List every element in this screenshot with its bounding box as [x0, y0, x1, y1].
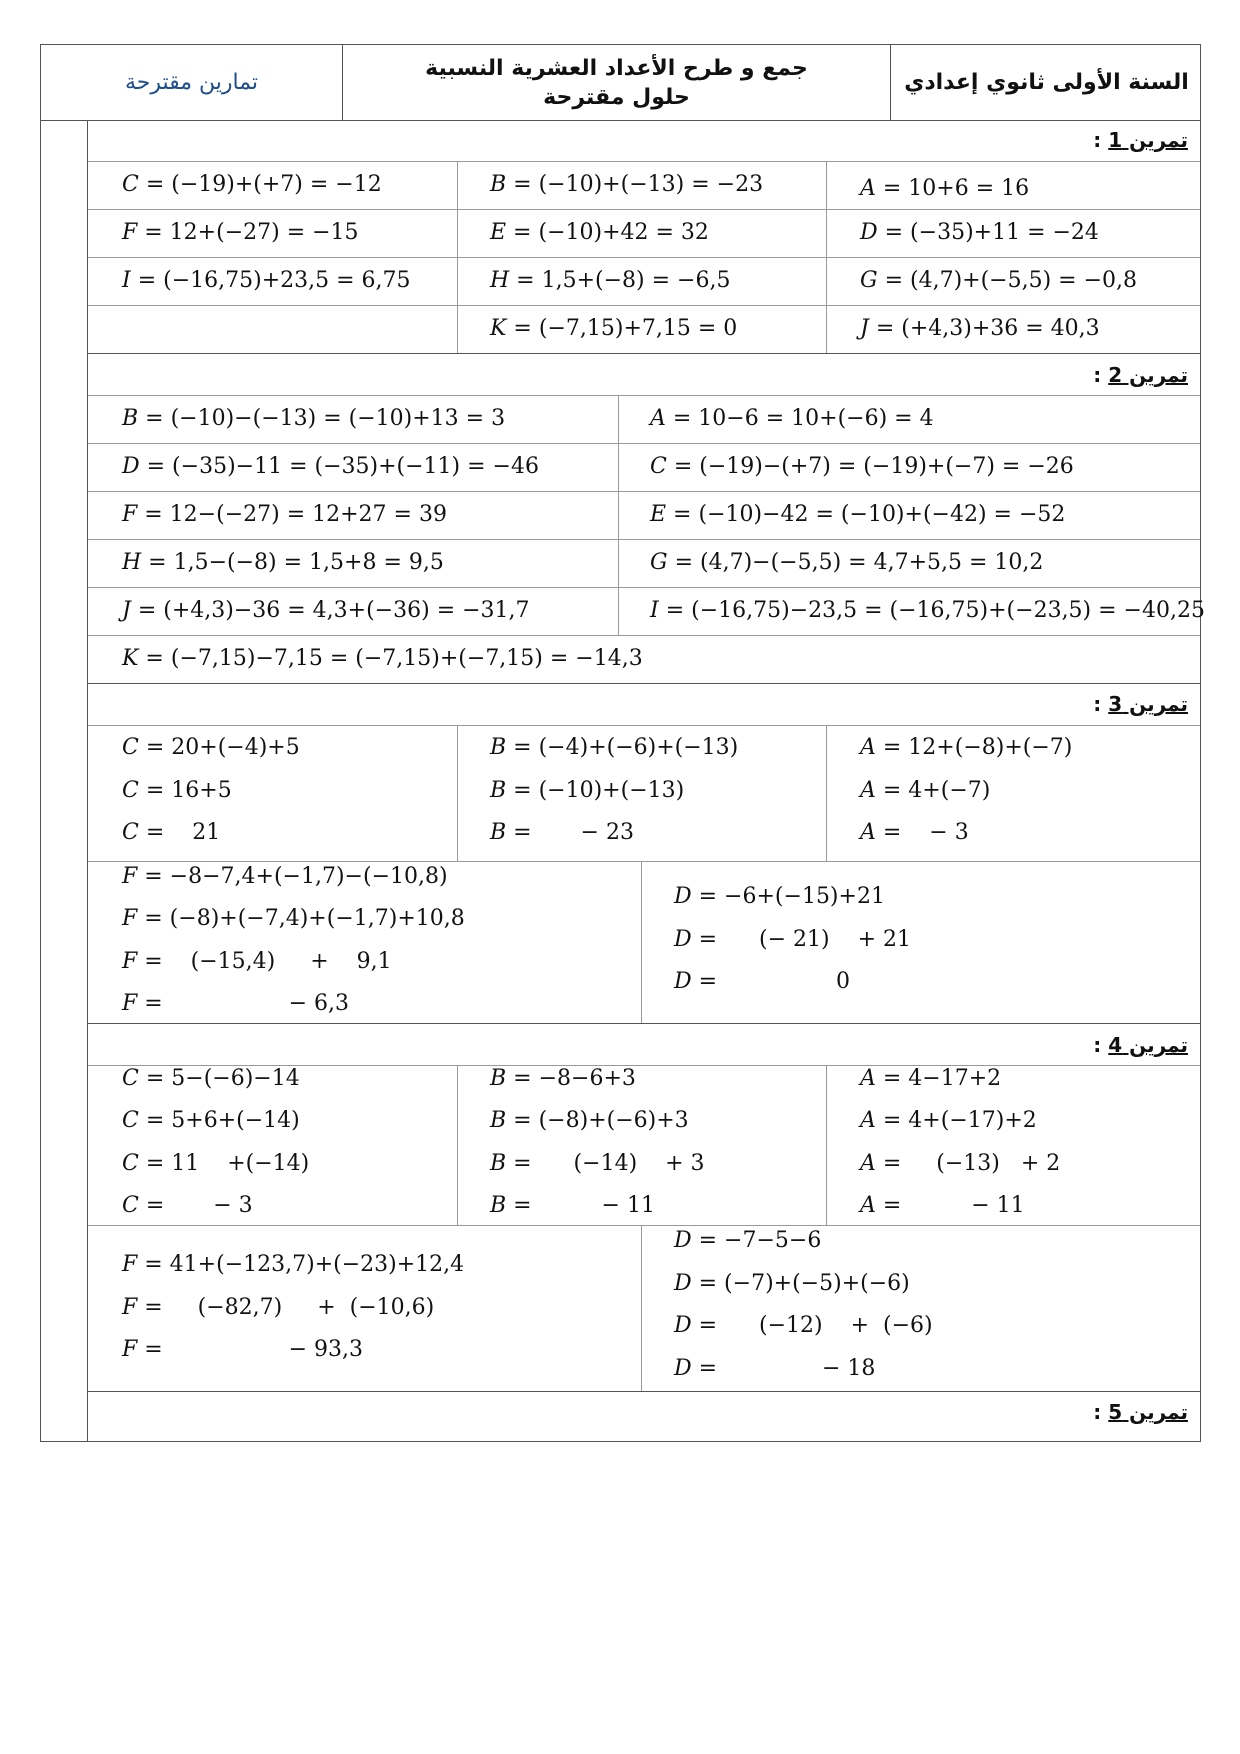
- ex4-col2: [826, 1065, 827, 1225]
- ex1-C: C = (−19)+(+7) = −12: [122, 172, 382, 197]
- ex1-J: J = (+4,3)+36 = 40,3: [860, 316, 1100, 341]
- ex2-K: K = (−7,15)−7,15 = (−7,15)+(−7,15) = −14,3: [122, 646, 643, 671]
- ex2-E: E = (−10)−42 = (−10)+(−42) = −52: [650, 502, 1066, 527]
- ex4-line-b: [88, 1225, 1200, 1226]
- ex3-title: تمرين 3 :: [1093, 692, 1188, 716]
- ex4-B-4: B = − 11: [490, 1193, 655, 1218]
- ex1-line-a: [88, 161, 1200, 162]
- ex4-title: تمرين 4 :: [1093, 1033, 1188, 1057]
- ex5-title: تمرين 5 :: [1093, 1400, 1188, 1424]
- header-center: [343, 45, 891, 120]
- ex1-K: K = (−7,15)+7,15 = 0: [490, 316, 738, 341]
- ex1-F: F = 12+(−27) = −15: [122, 220, 359, 245]
- ex3-F-1: F = −8−7,4+(−1,7)−(−10,8): [122, 864, 448, 889]
- ex2-line-d: [88, 539, 1200, 540]
- ex1-E: E = (−10)+42 = 32: [490, 220, 709, 245]
- ex2-F: F = 12−(−27) = 12+27 = 39: [122, 502, 447, 527]
- ex2-I: I = (−16,75)−23,5 = (−16,75)+(−23,5) = −40,25: [650, 598, 1205, 623]
- header-bar: [40, 44, 1201, 121]
- ex2-col: [618, 395, 619, 635]
- ex4-C-3: C = 11 +(−14): [122, 1151, 310, 1176]
- ex4-B-2: B = (−8)+(−6)+3: [490, 1108, 689, 1133]
- header-left: [41, 45, 343, 120]
- ex1-line-c: [88, 257, 1200, 258]
- ex4-C-2: C = 5+6+(−14): [122, 1108, 300, 1133]
- ex1-B: B = (−10)+(−13) = −23: [490, 172, 764, 197]
- ex1-H: H = 1,5+(−8) = −6,5: [490, 268, 731, 293]
- ex2-line-a: [88, 395, 1200, 396]
- ex3-F-4: F = − 6,3: [122, 991, 349, 1016]
- ex2-H: H = 1,5−(−8) = 1,5+8 = 9,5: [122, 550, 444, 575]
- ex2-line-f: [88, 635, 1200, 636]
- ex3-C-2: C = 16+5: [122, 778, 232, 803]
- ex4-A-2: A = 4+(−17)+2: [860, 1108, 1037, 1133]
- ex3-line-a: [88, 725, 1200, 726]
- ex4-D-2: D = (−7)+(−5)+(−6): [674, 1271, 910, 1296]
- ex4-A-3: A = (−13) + 2: [860, 1151, 1061, 1176]
- header-left-text: تمارين مقترحة: [124, 70, 259, 95]
- ex3-col1: [457, 725, 458, 861]
- ex3-D-2: D = (− 21) + 21: [674, 927, 912, 952]
- ex4-col1: [457, 1065, 458, 1225]
- ex3-B-3: B = − 23: [490, 820, 634, 845]
- ex1-col1: [457, 161, 458, 353]
- ex4-F-2: F = (−82,7) + (−10,6): [122, 1295, 435, 1320]
- ex1-col2: [826, 161, 827, 353]
- ex4-B-1: B = −8−6+3: [490, 1066, 636, 1091]
- ex2-line-b: [88, 443, 1200, 444]
- ex3-C-1: C = 20+(−4)+5: [122, 735, 300, 760]
- ex2-line-g: [88, 683, 1200, 684]
- ex1-line-b: [88, 209, 1200, 210]
- ex2-D: D = (−35)−11 = (−35)+(−11) = −46: [122, 454, 539, 479]
- ex2-title: تمرين 2 :: [1093, 363, 1188, 387]
- ex4-C-1: C = 5−(−6)−14: [122, 1066, 300, 1091]
- ex3-line-c: [88, 1023, 1200, 1024]
- ex4-line-c: [88, 1391, 1200, 1392]
- ex2-B: B = (−10)−(−13) = (−10)+13 = 3: [122, 406, 506, 431]
- ex1-D: D = (−35)+11 = −24: [860, 220, 1099, 245]
- ex4-B-3: B = (−14) + 3: [490, 1151, 705, 1176]
- ex2-G: G = (4,7)−(−5,5) = 4,7+5,5 = 10,2: [650, 550, 1044, 575]
- ex2-A: A = 10−6 = 10+(−6) = 4: [650, 406, 934, 431]
- ex3-F-2: F = (−8)+(−7,4)+(−1,7)+10,8: [122, 906, 465, 931]
- ex2-line-e: [88, 587, 1200, 588]
- ex1-I: I = (−16,75)+23,5 = 6,75: [122, 268, 411, 293]
- ex2-line-c: [88, 491, 1200, 492]
- ex3-line-b: [88, 861, 1200, 862]
- ex3-B-2: B = (−10)+(−13): [490, 778, 685, 803]
- header-right-text: السنة الأولى ثانوي إعدادي: [904, 70, 1189, 95]
- ex4-D-1: D = −7−5−6: [674, 1228, 822, 1253]
- header-center-line1: جمع و طرح الأعداد العشرية النسبية: [425, 55, 808, 81]
- ex3-D-1: D = −6+(−15)+21: [674, 884, 885, 909]
- margin-line: [87, 121, 88, 1442]
- ex4-F-3: F = − 93,3: [122, 1337, 363, 1362]
- ex2-J: J = (+4,3)−36 = 4,3+(−36) = −31,7: [122, 598, 530, 623]
- ex1-A: A = 10+6 = 16: [860, 176, 1030, 201]
- ex1-line-e: [88, 353, 1200, 354]
- ex4-A-1: A = 4−17+2: [860, 1066, 1002, 1091]
- header-center-line2: حلول مقترحة: [543, 84, 690, 110]
- ex3-A-3: A = − 3: [860, 820, 969, 845]
- ex4-F-1: F = 41+(−123,7)+(−23)+12,4: [122, 1252, 465, 1277]
- ex3-col2: [826, 725, 827, 861]
- ex2-C: C = (−19)−(+7) = (−19)+(−7) = −26: [650, 454, 1074, 479]
- ex3-col3: [641, 861, 642, 1023]
- header-right: [891, 45, 1202, 120]
- ex3-B-1: B = (−4)+(−6)+(−13): [490, 735, 739, 760]
- ex3-F-3: F = (−15,4) + 9,1: [122, 949, 392, 974]
- ex3-A-2: A = 4+(−7): [860, 778, 991, 803]
- ex1-G: G = (4,7)+(−5,5) = −0,8: [860, 268, 1138, 293]
- ex3-C-3: C = 21: [122, 820, 221, 845]
- ex4-A-4: A = − 11: [860, 1193, 1025, 1218]
- ex4-D-4: D = − 18: [674, 1356, 876, 1381]
- ex1-title: تمرين 1 :: [1093, 128, 1188, 152]
- ex4-D-3: D = (−12) + (−6): [674, 1313, 933, 1338]
- ex3-A-1: A = 12+(−8)+(−7): [860, 735, 1073, 760]
- ex3-D-3: D = 0: [674, 969, 850, 994]
- ex4-col3: [641, 1225, 642, 1391]
- ex4-C-4: C = − 3: [122, 1193, 253, 1218]
- ex1-line-d: [88, 305, 1200, 306]
